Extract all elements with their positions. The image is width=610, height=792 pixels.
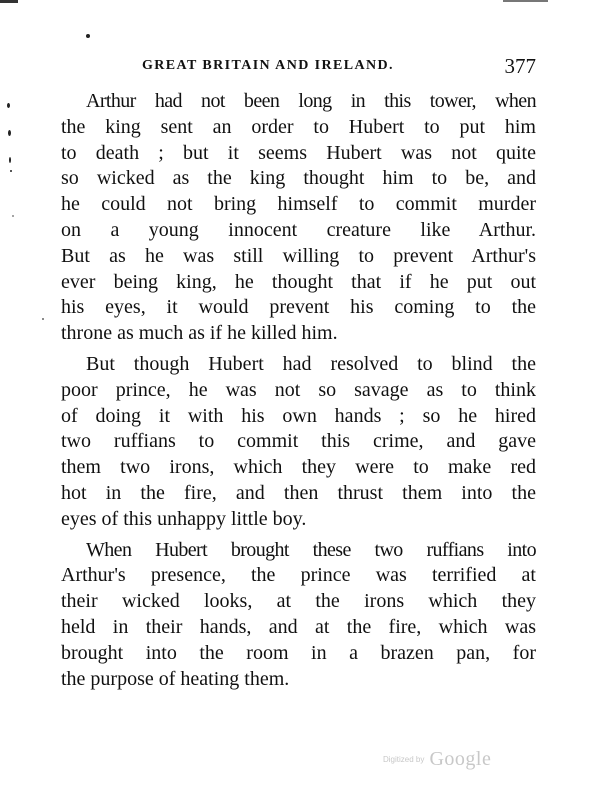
text-line: them two irons, which they were to make red [61, 456, 536, 479]
text-line: of doing it with his own hands ; so he hired [61, 404, 536, 427]
text-line: on a young innocent creature like Arthur. [61, 218, 536, 241]
text-line: so wicked as the king thought him to be, and [61, 167, 536, 190]
text-line: But though Hubert had resolved to blind the [86, 352, 536, 375]
text-line: Arthur's presence, the prince was terrified at [61, 564, 536, 587]
watermark-brand: Google [429, 748, 492, 770]
watermark-prefix: Digitized by [383, 755, 425, 764]
ink-speck [10, 170, 12, 172]
ink-speck [86, 34, 90, 38]
ink-speck [7, 103, 10, 108]
text-line: to death ; but it seems Hubert was not quite [61, 141, 536, 164]
text-line: eyes of this unhappy little boy. [61, 507, 307, 530]
ink-speck [42, 318, 44, 320]
text-line: his eyes, it would prevent his coming to the [61, 296, 536, 319]
top-edge-mark [0, 0, 18, 3]
text-line: Arthur had not been long in this tower, when [86, 90, 536, 112]
running-head [142, 54, 536, 78]
paragraph [61, 352, 536, 533]
text-line: throne as much as if he killed him. [61, 322, 338, 345]
text-line: ever being king, he thought that if he put out [61, 270, 536, 293]
paragraph [61, 89, 536, 347]
paragraph [61, 538, 536, 693]
text-line: brought into the room in a brazen pan, for [61, 641, 536, 664]
text-line: held in their hands, and at the fire, which was [61, 615, 536, 638]
text-line: the purpose of heating them. [61, 667, 290, 690]
running-title: GREAT BRITAIN AND IRELAND. [142, 58, 394, 73]
ink-speck [8, 130, 11, 136]
top-edge-mark [503, 0, 548, 2]
text-line: When Hubert brought these two ruffians into [86, 538, 536, 561]
digitized-watermark [383, 748, 491, 771]
ink-speck [12, 215, 14, 217]
text-line: poor prince, he was not so savage as to think [61, 378, 536, 401]
text-line: the king sent an order to Hubert to put him [61, 115, 536, 138]
page-number: 377 [504, 54, 536, 78]
text-line: he could not bring himself to commit murder [61, 193, 536, 216]
text-line: their wicked looks, at the irons which they [61, 590, 536, 613]
text-line: But as he was still willing to prevent Arthur's [61, 244, 536, 267]
text-line: hot in the fire, and then thrust them into the [61, 481, 536, 504]
body-text [61, 89, 536, 692]
text-line: two ruffians to commit this crime, and gave [61, 430, 536, 453]
ink-speck [9, 157, 11, 163]
